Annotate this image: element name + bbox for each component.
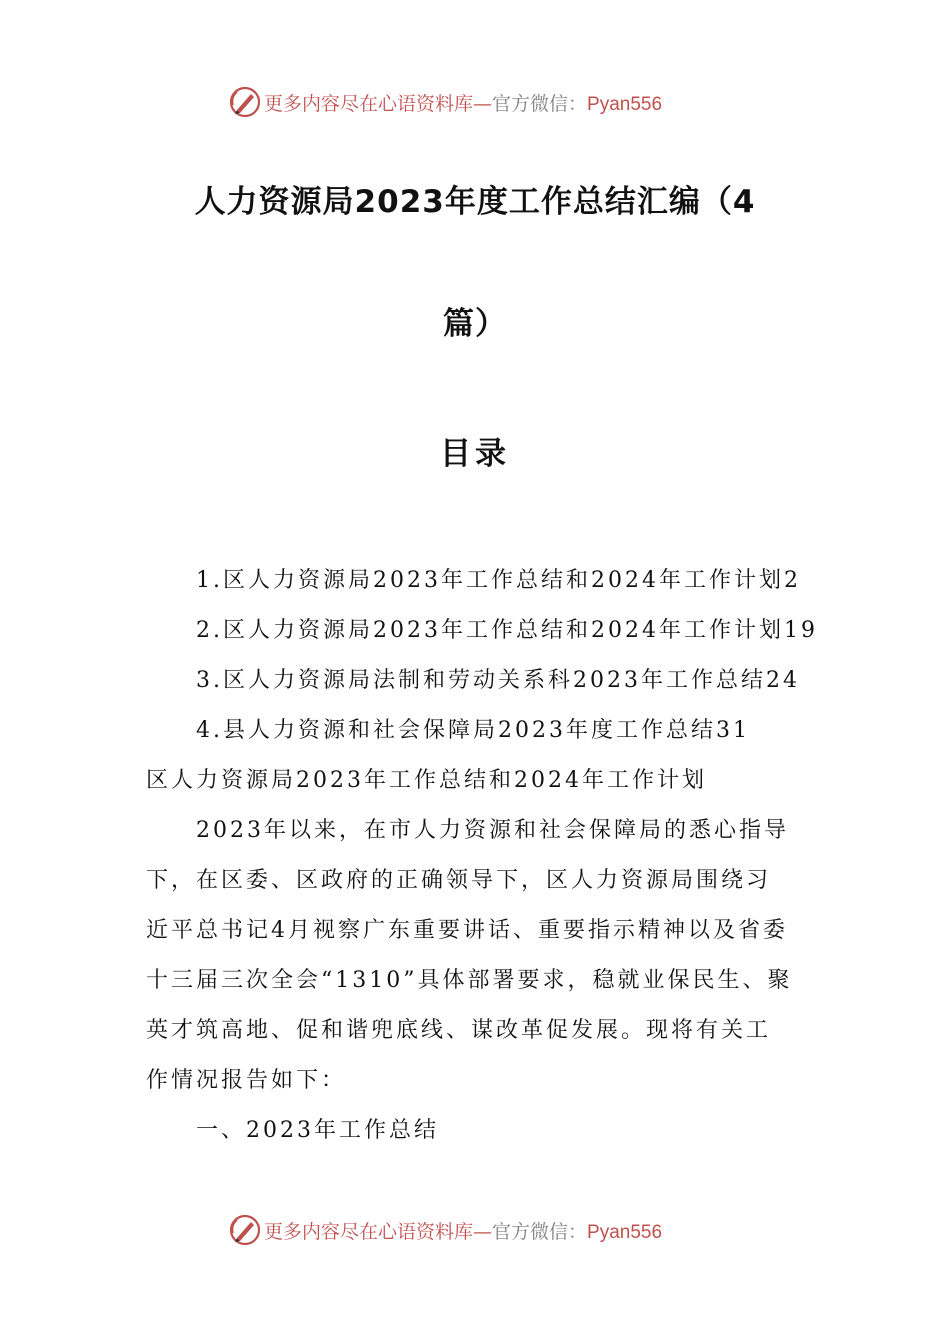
banner-text: 更多内容尽在心语资料库—官方微信：Pyan556 xyxy=(264,92,663,115)
toc-item-1[interactable]: 1.区人力资源局2023年工作总结和2024年工作计划2 xyxy=(196,568,801,593)
article-heading: 区人力资源局2023年工作总结和2024年工作计划 xyxy=(146,768,707,793)
article-line-3: 近平总书记4月视察广东重要讲话、重要指示精神以及省委 xyxy=(146,918,788,943)
article-line-2: 下，在区委、区政府的正确领导下，区人力资源局围绕习 xyxy=(146,868,772,893)
document-title-line-2: 篇） xyxy=(443,306,507,342)
pen-logo-icon xyxy=(228,85,262,119)
section-heading-1: 一、2023年工作总结 xyxy=(196,1118,439,1143)
header-banner xyxy=(228,82,748,122)
article-line-6: 作情况报告如下： xyxy=(146,1068,347,1093)
toc-item-2[interactable]: 2.区人力资源局2023年工作总结和2024年工作计划19 xyxy=(196,618,818,643)
article-line-4: 十三届三次全会“1310”具体部署要求，稳就业保民生、聚 xyxy=(146,968,793,993)
banner-text: 更多内容尽在心语资料库—官方微信：Pyan556 xyxy=(264,1220,663,1243)
toc-item-3[interactable]: 3.区人力资源局法制和劳动关系科2023年工作总结24 xyxy=(196,668,800,693)
article-line-1: 2023年以来，在市人力资源和社会保障局的悉心指导 xyxy=(196,818,789,843)
document-title-line-1: 人力资源局2023年度工作总结汇编（4 xyxy=(194,184,756,220)
toc-item-4[interactable]: 4.县人力资源和社会保障局2023年度工作总结31 xyxy=(196,718,750,743)
footer-banner xyxy=(228,1210,748,1250)
toc-heading: 目录 xyxy=(440,436,510,472)
pen-logo-icon xyxy=(228,1213,262,1247)
article-line-5: 英才筑高地、促和谐兜底线、谋改革促发展。现将有关工 xyxy=(146,1018,772,1043)
